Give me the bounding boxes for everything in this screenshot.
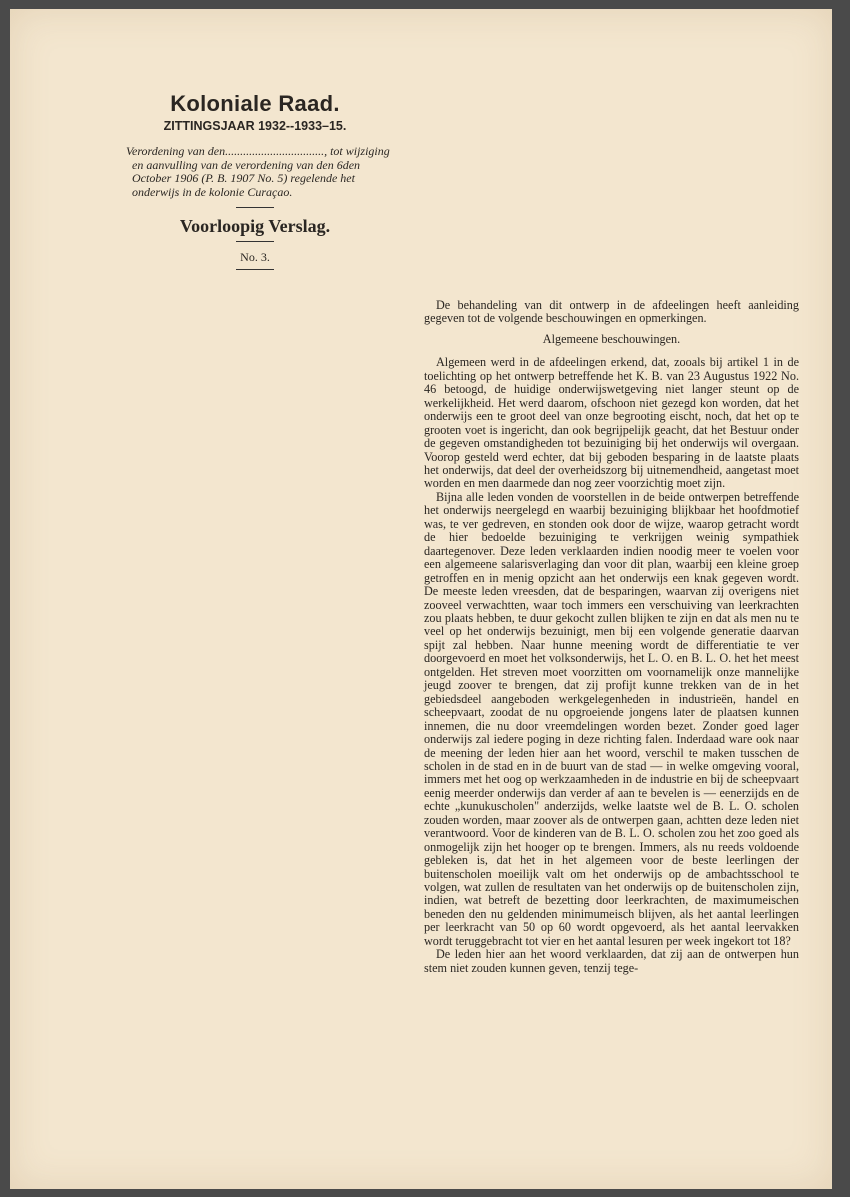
report-number: No. 3. <box>240 250 270 264</box>
divider <box>236 207 274 208</box>
section-heading: Algemeene beschouwingen. <box>542 331 681 346</box>
divider <box>236 269 274 270</box>
session-year: ZITTINGSJAAR 1932--1933–15. <box>163 119 347 133</box>
divider <box>236 241 274 242</box>
document-page <box>10 9 832 1189</box>
title-block <box>120 91 390 270</box>
ordinance-description: Verordening van den................................., tot wijziging en aanvulling van de verordening van den 6den October 1906 (P. B. 1907 No. 5) regelende het onderwijs in de kolonie Curaçao. <box>126 144 390 199</box>
body-paragraph: Algemeen werd in de afdeelingen erkend, dat, zooals bij artikel 1 in de toelichting op het ontwerp betreffende het K. B. van 23 Augustus 1922 No. 46 betoogd, de huidige onderwijswetgeving niet langer steunt op de werkelijkheid. Het werd daarom, ofschoon niet gezegd kon worden, dat het onderwijs een te groot deel van onze begrooting eischt, noch, dat het op te grooten voet is ingericht, dan ook begrijpelijk geacht, dat het Bestuur onder de gegeven omstandigheden tot bezuiniging bij het onderwijs wil overgaan. Voorop gesteld werd echter, dat bij geboden besparing in de laatste plaats het onderwijs, dat deel der overheidszorg bij uitnemendheid, aangetast moet worden en men daarmede dan nog zeer voorzichtig moet zijn. <box>424 355 799 491</box>
council-title: Koloniale Raad. <box>170 91 340 116</box>
body-paragraph: Bijna alle leden vonden de voorstellen in de beide ontwerpen betreffende het onderwijs neergelegd en waarbij bezuiniging blijkbaar het hoofdmotief was, te ver gedreven, en stonden ook door de wijze, waarop getracht wordt de hier bedoelde bezuiniging te verkrijgen weinig sympathiek daartegenover. Deze leden verklaarden indien noodig meer te voelen voor een algemeene salarisverlaging dan voor dit plan, waarbij een kleine groep getroffen en in menig opzicht aan het onderwijs een knak gegeven wordt. De meeste leden vreesden, dat de besparingen, waarvan zij overigens niet zooveel verwachtten, waar toch immers een verschuiving van leerkrachten zou plaats hebben, te duur gekocht zullen blijken te zijn en dat als men nu te veel op het onderwijs bezuinigt, men bij een volgende generatie daarvan spijt zal hebben. Naar hunne meening wordt de differentiatie te ver doorgevoerd en moet het volksonderwijs, het L. O. en B. L. O. het het meest ontgelden. Het streven moet voorzitten om voornamelijk onze mannelijke jeugd zoover te brengen, dat zij profijt kunne trekken van de in het gebiedsdeel aangeboden werkgelegenheden in industrieën, handel en scheepvaart, zoodat de nu opgroeiende jongens later de plaatsen kunnen innemen, die nu door vreemdelingen worden bezet. Zonder goed lager onderwijs zal iedere poging in deze richting falen. Inderdaad ware ook naar de meening der leden hier aan het woord, verschil te maken tusschen de scholen in de stad en in de buurt van de stad — in welke omgeving vooral, immers met het oog op werkzaamheden in de industrie en bij de scheepvaart eenig meerder onderwijs dan verder af aan te bevelen is — eenerzijds en de echte „kunukuscholen" anderzijds, welke laatste wel de B. L. O. scholen zouden worden, maar zoover als de ontwerpen gaan, achtten deze leden niet verantwoord. Voor de kinderen van de B. L. O. scholen zou het zoo goed als onmogelijk zijn het hooger op te brengen. Immers, als nu reeds voldoende gebleken is, dat het in het algemeen voor de beste leerlingen der buitenscholen moeilijk valt om het onderwijs op de ambachtsschool te volgen, wat zullen de resultaten van het onderwijs op de buitenscholen zijn, indien, wat betreft de bezetting door leerkrachten, de maximumeischen beneden den nu geldenden minimumeisch blijven, als het aantal leerlingen per leerkracht van 50 op 60 wordt opgevoerd, als het aantal leervakken wordt teruggebracht tot vier en het aantal lesuren per week ingekort tot 18? <box>424 489 799 948</box>
body-paragraph: De leden hier aan het woord verklaarden, dat zij aan de ontwerpen hun stem niet zouden kunnen geven, tenzij tege- <box>424 947 799 975</box>
report-title: Voorloopig Verslag. <box>179 216 331 236</box>
report-body <box>424 299 799 975</box>
intro-paragraph: De behandeling van dit ontwerp in de afdeelingen heeft aanleiding gegeven tot de volgende beschouwingen en opmerkingen. <box>424 298 799 326</box>
